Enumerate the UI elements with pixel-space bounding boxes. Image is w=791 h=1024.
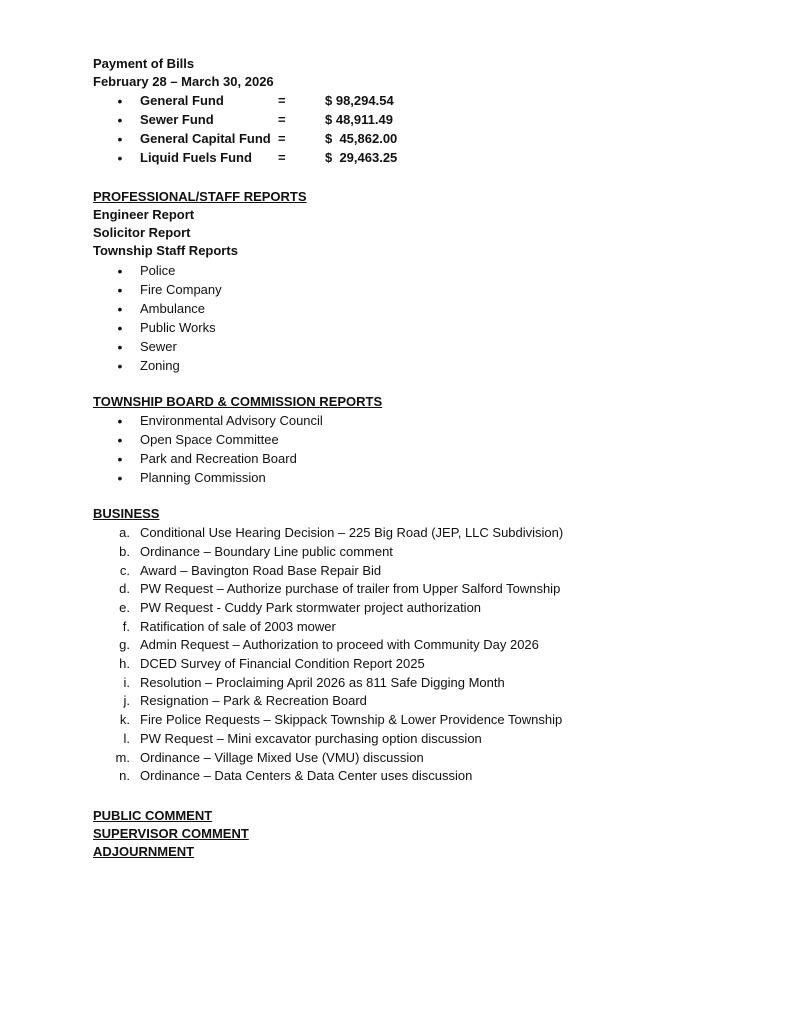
fund-amount: $ 29,463.25 bbox=[325, 150, 398, 165]
business-item: Resolution – Proclaiming April 2026 as 811 Safe Digging Month bbox=[140, 675, 505, 690]
fund-amount: $ 48,911.49 bbox=[325, 112, 393, 127]
business-letter: h. bbox=[119, 656, 130, 671]
bullet bbox=[114, 262, 126, 281]
bullet bbox=[114, 431, 126, 450]
business-letter: n. bbox=[119, 768, 130, 783]
business-letter: f. bbox=[122, 619, 130, 634]
business-letter: m. bbox=[115, 750, 130, 765]
bullet bbox=[114, 130, 126, 149]
business-letter: g. bbox=[119, 637, 130, 652]
staff-item: Police bbox=[140, 263, 176, 278]
bullet bbox=[114, 469, 126, 488]
board-item: Planning Commission bbox=[140, 470, 266, 485]
business-letter: e. bbox=[119, 600, 130, 615]
fund-name: Sewer Fund bbox=[140, 112, 214, 127]
supervisor-comment-heading: SUPERVISOR COMMENT bbox=[93, 826, 249, 841]
business-item: Ordinance – Village Mixed Use (VMU) discussion bbox=[140, 750, 424, 765]
bullet bbox=[114, 412, 126, 431]
fund-name: Liquid Fuels Fund bbox=[140, 150, 252, 165]
adjournment-heading: ADJOURNMENT bbox=[93, 844, 195, 859]
business-item: DCED Survey of Financial Condition Report 2025 bbox=[140, 656, 425, 671]
business-letter: j. bbox=[123, 693, 130, 708]
fund-equals: = bbox=[278, 93, 286, 108]
business-letter: c. bbox=[119, 563, 130, 578]
business-item: Ordinance – Data Centers & Data Center uses discussion bbox=[140, 768, 473, 783]
board-heading: TOWNSHIP BOARD & COMMISSION REPORTS bbox=[93, 394, 383, 409]
fund-equals: = bbox=[278, 150, 286, 165]
board-item: Open Space Committee bbox=[140, 432, 279, 447]
business-letter: b. bbox=[119, 544, 130, 559]
staff-item: Public Works bbox=[140, 320, 216, 335]
staff-item: Sewer bbox=[140, 339, 177, 354]
business-item: PW Request – Mini excavator purchasing option discussion bbox=[140, 731, 482, 746]
business-item: Ordinance – Boundary Line public comment bbox=[140, 544, 393, 559]
staff-item: Ambulance bbox=[140, 301, 206, 316]
bullet bbox=[114, 357, 126, 376]
fund-name: General Fund bbox=[140, 93, 224, 108]
bullet bbox=[114, 450, 126, 469]
business-letter: a. bbox=[119, 525, 130, 540]
business-item: Resignation – Park & Recreation Board bbox=[140, 693, 367, 708]
fund-equals: = bbox=[278, 112, 286, 127]
business-item: PW Request – Authorize purchase of trailer from Upper Salford Township bbox=[140, 581, 561, 596]
business-letter: d. bbox=[119, 581, 130, 596]
staff-item: Fire Company bbox=[140, 282, 222, 297]
business-letter: i. bbox=[123, 675, 130, 690]
fund-equals: = bbox=[278, 131, 286, 146]
fund-amount: $ 98,294.54 bbox=[325, 93, 394, 108]
business-item: Admin Request – Authorization to proceed with Community Day 2026 bbox=[140, 637, 539, 652]
public-comment-heading: PUBLIC COMMENT bbox=[93, 808, 213, 823]
board-item: Park and Recreation Board bbox=[140, 451, 297, 466]
staff-reports-title: Township Staff Reports bbox=[93, 243, 238, 258]
business-item: Fire Police Requests – Skippack Township & Lower Providence Township bbox=[140, 712, 563, 727]
business-letter: l. bbox=[123, 731, 130, 746]
business-letter: k. bbox=[119, 712, 130, 727]
solicitor-report: Solicitor Report bbox=[93, 225, 191, 240]
bills-title: Payment of Bills bbox=[93, 56, 195, 71]
bullet bbox=[114, 319, 126, 338]
board-item: Environmental Advisory Council bbox=[140, 413, 323, 428]
business-item: Award – Bavington Road Base Repair Bid bbox=[140, 563, 382, 578]
business-item: Ratification of sale of 2003 mower bbox=[140, 619, 336, 634]
staff-item: Zoning bbox=[140, 358, 180, 373]
business-item: Conditional Use Hearing Decision – 225 Big Road (JEP, LLC Subdivision) bbox=[140, 525, 564, 540]
bullet bbox=[114, 92, 126, 111]
bullet bbox=[114, 338, 126, 357]
fund-name: General Capital Fund bbox=[140, 131, 271, 146]
engineer-report: Engineer Report bbox=[93, 207, 195, 222]
professional-heading: PROFESSIONAL/STAFF REPORTS bbox=[93, 189, 307, 204]
bullet bbox=[114, 111, 126, 130]
bills-period: February 28 – March 30, 2026 bbox=[93, 74, 274, 89]
bullet bbox=[114, 300, 126, 319]
fund-amount: $ 45,862.00 bbox=[325, 131, 398, 146]
bullet bbox=[114, 149, 126, 168]
business-item: PW Request - Cuddy Park stormwater project authorization bbox=[140, 600, 482, 615]
business-heading: BUSINESS bbox=[93, 506, 160, 521]
bullet bbox=[114, 281, 126, 300]
